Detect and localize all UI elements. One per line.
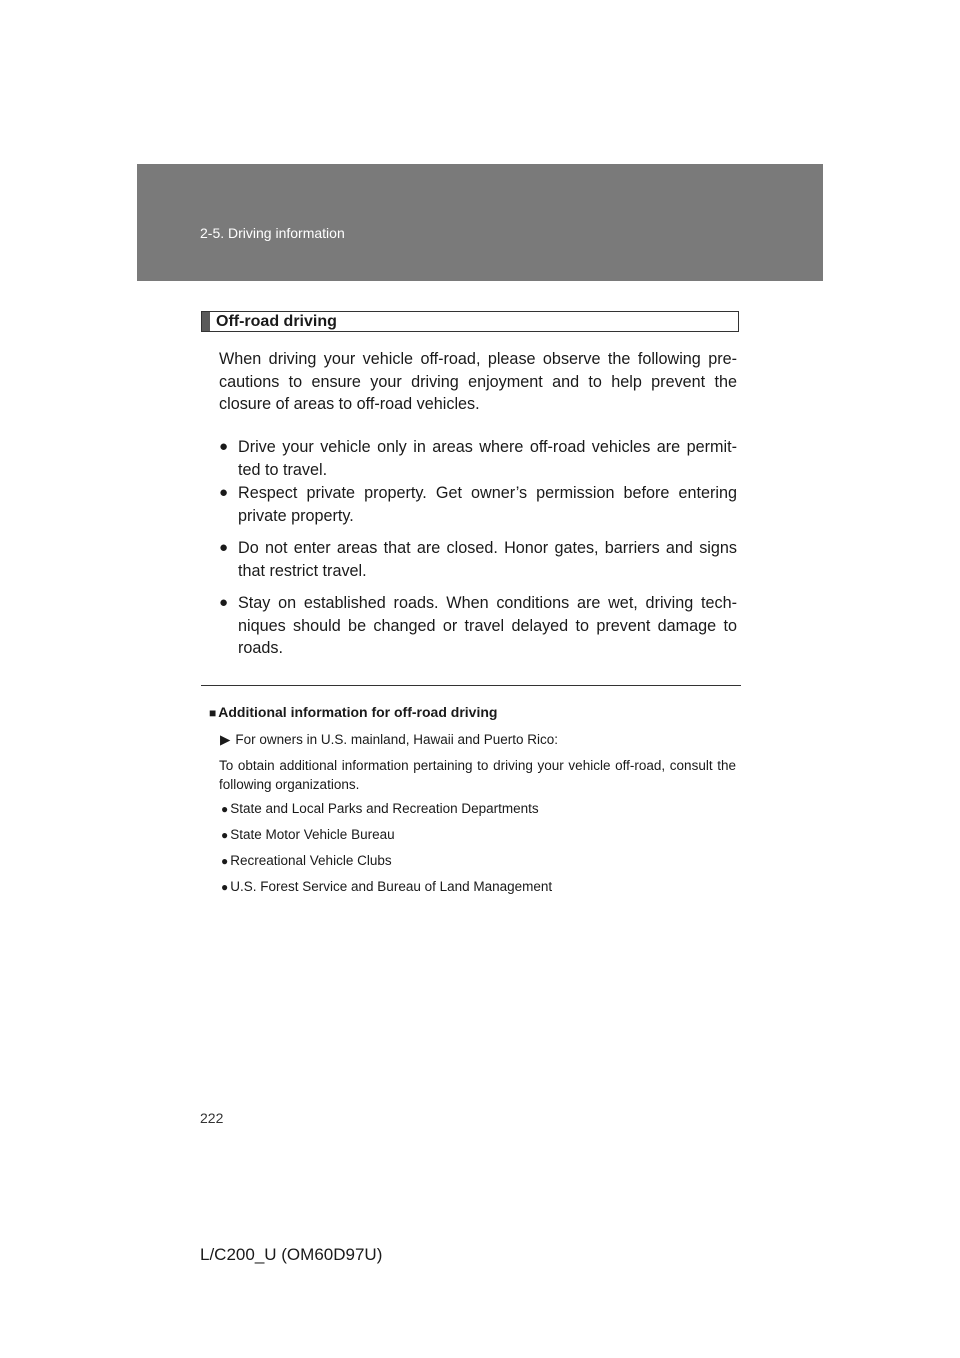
bullet-text: Do not enter areas that are closed. Honor gates, barriers and signs that restrict travel. [238,539,737,580]
list-item [221,879,552,894]
section-heading-box [201,311,739,332]
bullet-item [219,436,737,481]
list-item [221,827,395,842]
bullet-dot-icon: ● [221,854,229,868]
additional-info-title [209,704,497,720]
triangle-pointer-icon: ▶ [220,732,231,747]
bullet-text: Respect private property. Get owner’s permission before entering private property. [238,484,737,525]
bullet-item [219,592,737,660]
bullet-text: Stay on established roads. When conditions are wet, driving tech-niques should be changed or travel delayed to prevent damage to roads. [238,594,737,657]
organization-text: State Motor Vehicle Bureau [230,827,395,842]
organization-text: State and Local Parks and Recreation Departments [230,801,539,816]
bullet-dot-icon: ● [219,539,229,556]
section-divider [201,685,741,686]
bullet-dot-icon: ● [221,828,229,842]
bullet-dot-icon: ● [219,438,229,455]
bullet-dot-icon: ● [221,802,229,816]
additional-info-paragraph: To obtain additional information pertaining to driving your vehicle off-road, consult the following organizations. [219,758,736,792]
region-line [220,732,558,748]
region-text: For owners in U.S. mainland, Hawaii and Puerto Rico: [235,732,559,747]
bullet-dot-icon: ● [221,880,229,894]
section-label: 2-5. Driving information [200,225,345,241]
bullet-text: Drive your vehicle only in areas where off-road vehicles are permit-ted to travel. [238,438,737,479]
additional-info-title-text: Additional information for off-road driving [218,704,498,720]
intro-paragraph-container [219,348,737,416]
bullet-dot-icon: ● [219,594,229,611]
model-code: L/C200_U (OM60D97U) [200,1245,383,1264]
section-heading: Off-road driving [216,313,337,330]
square-bullet-icon: ■ [209,706,217,720]
organization-text: U.S. Forest Service and Bureau of Land Management [230,879,553,894]
bullet-item [219,537,737,582]
bullet-item [219,482,737,527]
list-item [221,801,539,816]
heading-bar [202,312,210,331]
chapter-header-band [137,164,823,281]
list-item [221,853,392,868]
intro-paragraph: When driving your vehicle off-road, please observe the following pre-cautions to ensure your driving enjoyment and to help prevent the closure of areas to off-road vehicles. [219,350,737,413]
organization-text: Recreational Vehicle Clubs [230,853,392,868]
page-number: 222 [200,1110,224,1126]
bullet-dot-icon: ● [219,484,229,501]
